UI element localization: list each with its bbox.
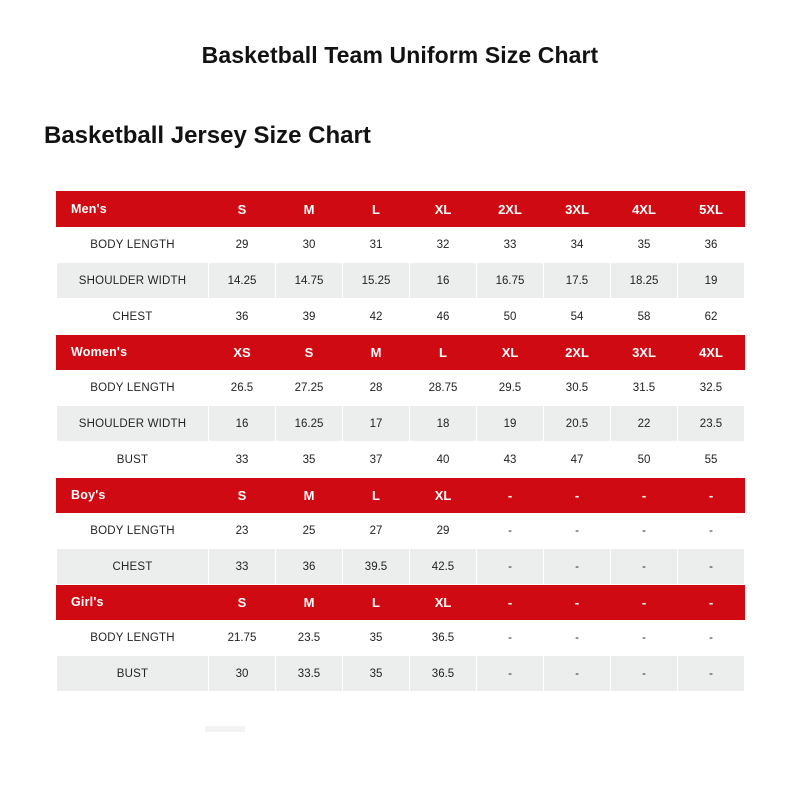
measurement-value: 58	[611, 299, 678, 335]
measurement-value: 47	[544, 442, 611, 478]
size-header-cell: M	[276, 585, 343, 620]
measurement-value: 16	[209, 406, 276, 442]
measurement-value: 46	[410, 299, 477, 335]
measurement-value: 36.5	[410, 620, 477, 656]
measurement-value: 50	[611, 442, 678, 478]
measurement-label: BODY LENGTH	[57, 513, 209, 549]
measurement-value: 36.5	[410, 656, 477, 692]
size-header-cell: S	[209, 478, 276, 513]
measurement-value: -	[678, 549, 745, 585]
measurement-value: -	[611, 656, 678, 692]
table-row	[57, 370, 745, 406]
measurement-value: -	[611, 549, 678, 585]
measurement-value: 39.5	[343, 549, 410, 585]
measurement-value: 35	[343, 620, 410, 656]
size-header-cell: XL	[410, 478, 477, 513]
measurement-label: CHEST	[57, 549, 209, 585]
measurement-value: 33.5	[276, 656, 343, 692]
measurement-label: SHOULDER WIDTH	[57, 263, 209, 299]
measurement-value: 22	[611, 406, 678, 442]
table-section-header	[57, 478, 745, 513]
measurement-value: 42	[343, 299, 410, 335]
measurement-value: 32	[410, 227, 477, 263]
size-header-cell: S	[276, 335, 343, 370]
measurement-label: CHEST	[57, 299, 209, 335]
measurement-value: 32.5	[678, 370, 745, 406]
size-header-cell: L	[343, 585, 410, 620]
measurement-value: 30.5	[544, 370, 611, 406]
table-section-header	[57, 335, 745, 370]
measurement-value: 16.25	[276, 406, 343, 442]
measurement-label: BODY LENGTH	[57, 370, 209, 406]
table-row	[57, 620, 745, 656]
measurement-label: BODY LENGTH	[57, 227, 209, 263]
measurement-value: 16	[410, 263, 477, 299]
table-row	[57, 442, 745, 478]
size-header-cell: M	[343, 335, 410, 370]
measurement-value: 33	[477, 227, 544, 263]
measurement-value: -	[678, 656, 745, 692]
measurement-value: 23	[209, 513, 276, 549]
measurement-value: 31.5	[611, 370, 678, 406]
footer-artifact	[205, 726, 245, 732]
measurement-value: -	[477, 549, 544, 585]
measurement-value: -	[544, 620, 611, 656]
size-header-cell: XL	[477, 335, 544, 370]
measurement-value: 35	[276, 442, 343, 478]
table-section-header	[57, 585, 745, 620]
measurement-value: 37	[343, 442, 410, 478]
size-chart-table	[56, 191, 745, 692]
measurement-label: SHOULDER WIDTH	[57, 406, 209, 442]
size-header-cell: 2XL	[477, 192, 544, 227]
size-header-cell: XL	[410, 585, 477, 620]
measurement-value: 25	[276, 513, 343, 549]
measurement-label: BUST	[57, 442, 209, 478]
table-row	[57, 513, 745, 549]
section-name: Men's	[57, 192, 209, 227]
measurement-value: 55	[678, 442, 745, 478]
measurement-value: 17	[343, 406, 410, 442]
measurement-value: -	[544, 513, 611, 549]
size-header-cell: -	[544, 585, 611, 620]
measurement-value: 19	[477, 406, 544, 442]
measurement-value: -	[477, 513, 544, 549]
table-row	[57, 227, 745, 263]
measurement-value: 29	[209, 227, 276, 263]
measurement-value: 17.5	[544, 263, 611, 299]
measurement-value: 27	[343, 513, 410, 549]
measurement-value: 40	[410, 442, 477, 478]
measurement-value: -	[544, 549, 611, 585]
size-header-cell: -	[477, 585, 544, 620]
measurement-value: 33	[209, 442, 276, 478]
size-header-cell: L	[410, 335, 477, 370]
size-header-cell: L	[343, 192, 410, 227]
measurement-value: 36	[276, 549, 343, 585]
measurement-value: 33	[209, 549, 276, 585]
measurement-value: 27.25	[276, 370, 343, 406]
measurement-value: 20.5	[544, 406, 611, 442]
measurement-value: 28.75	[410, 370, 477, 406]
size-header-cell: 4XL	[611, 192, 678, 227]
measurement-value: 36	[209, 299, 276, 335]
measurement-value: 36	[678, 227, 745, 263]
measurement-value: 42.5	[410, 549, 477, 585]
measurement-value: 15.25	[343, 263, 410, 299]
measurement-value: 18.25	[611, 263, 678, 299]
measurement-value: 21.75	[209, 620, 276, 656]
measurement-value: -	[477, 656, 544, 692]
measurement-value: 23.5	[276, 620, 343, 656]
table-row	[57, 406, 745, 442]
section-name: Boy's	[57, 478, 209, 513]
size-header-cell: -	[611, 585, 678, 620]
measurement-value: 35	[611, 227, 678, 263]
measurement-value: 26.5	[209, 370, 276, 406]
measurement-value: 39	[276, 299, 343, 335]
measurement-value: -	[678, 513, 745, 549]
measurement-value: 23.5	[678, 406, 745, 442]
measurement-value: 29.5	[477, 370, 544, 406]
size-header-cell: S	[209, 585, 276, 620]
table-row	[57, 263, 745, 299]
measurement-value: 29	[410, 513, 477, 549]
size-header-cell: M	[276, 478, 343, 513]
table-section-header	[57, 192, 745, 227]
measurement-value: 30	[276, 227, 343, 263]
table-row	[57, 549, 745, 585]
table-row	[57, 656, 745, 692]
measurement-value: -	[477, 620, 544, 656]
measurement-value: 54	[544, 299, 611, 335]
size-header-cell: 2XL	[544, 335, 611, 370]
size-header-cell: L	[343, 478, 410, 513]
size-header-cell: 3XL	[611, 335, 678, 370]
size-header-cell: -	[611, 478, 678, 513]
size-header-cell: 4XL	[678, 335, 745, 370]
measurement-value: 14.75	[276, 263, 343, 299]
measurement-value: -	[611, 513, 678, 549]
section-name: Girl's	[57, 585, 209, 620]
measurement-value: 28	[343, 370, 410, 406]
size-header-cell: S	[209, 192, 276, 227]
size-chart-container	[56, 191, 744, 692]
measurement-label: BODY LENGTH	[57, 620, 209, 656]
measurement-value: 34	[544, 227, 611, 263]
measurement-value: 19	[678, 263, 745, 299]
size-header-cell: -	[477, 478, 544, 513]
size-header-cell: -	[678, 585, 745, 620]
size-header-cell: -	[544, 478, 611, 513]
size-header-cell: 5XL	[678, 192, 745, 227]
page-title: Basketball Team Uniform Size Chart	[201, 42, 599, 68]
measurement-value: 18	[410, 406, 477, 442]
measurement-value: 62	[678, 299, 745, 335]
measurement-value: -	[544, 656, 611, 692]
measurement-value: 35	[343, 656, 410, 692]
measurement-value: -	[611, 620, 678, 656]
chart-subtitle: Basketball Jersey Size Chart	[44, 122, 371, 149]
size-header-cell: 3XL	[544, 192, 611, 227]
measurement-label: BUST	[57, 656, 209, 692]
table-row	[57, 299, 745, 335]
size-header-cell: M	[276, 192, 343, 227]
measurement-value: 16.75	[477, 263, 544, 299]
measurement-value: 30	[209, 656, 276, 692]
section-name: Women's	[57, 335, 209, 370]
measurement-value: 31	[343, 227, 410, 263]
size-header-cell: -	[678, 478, 745, 513]
measurement-value: 14.25	[209, 263, 276, 299]
measurement-value: 50	[477, 299, 544, 335]
measurement-value: -	[678, 620, 745, 656]
measurement-value: 43	[477, 442, 544, 478]
size-header-cell: XS	[209, 335, 276, 370]
size-header-cell: XL	[410, 192, 477, 227]
